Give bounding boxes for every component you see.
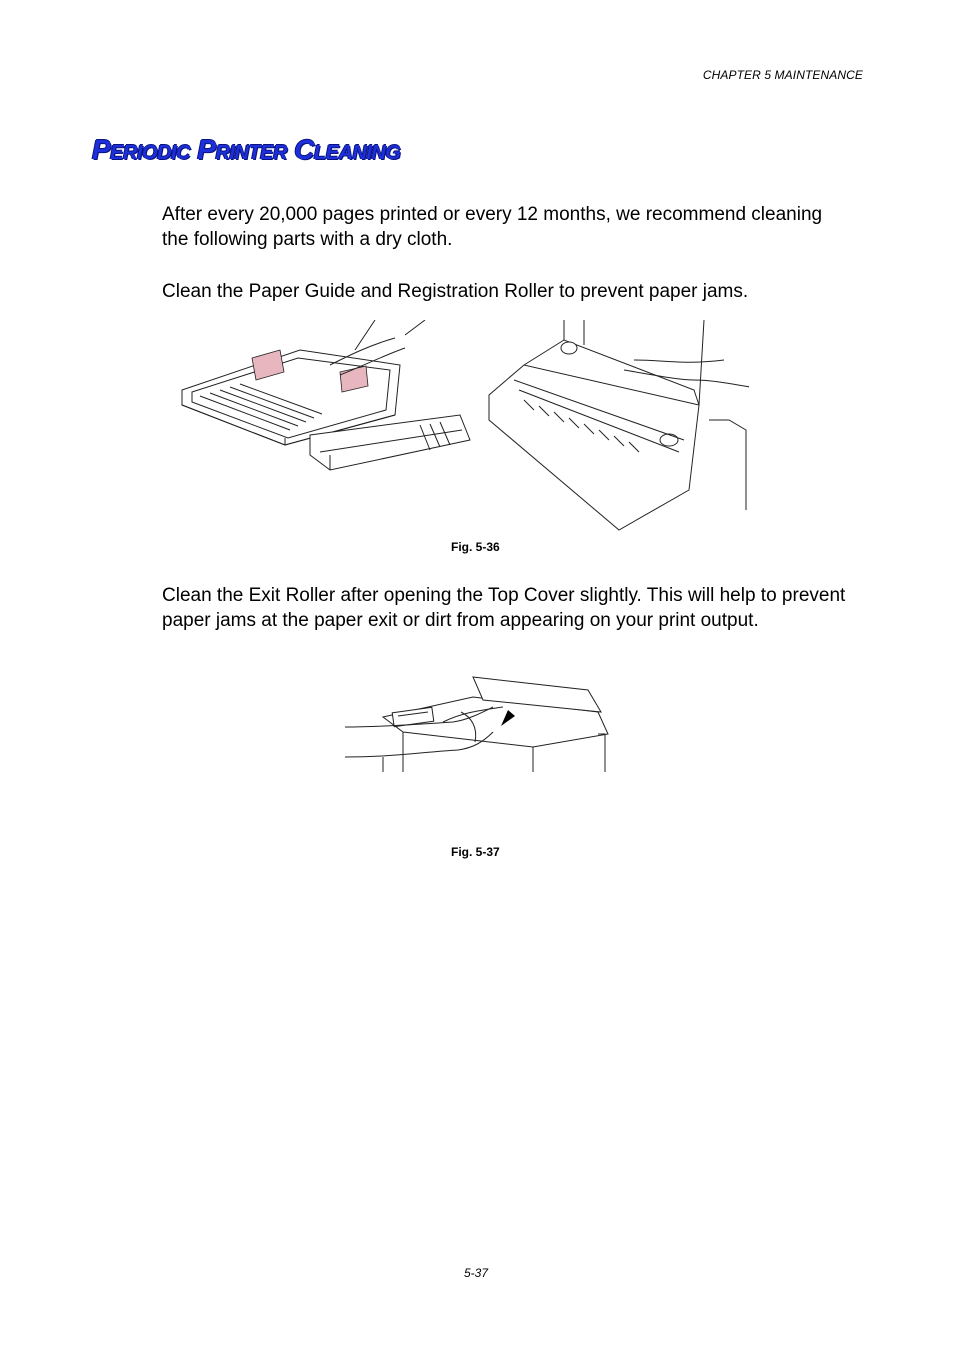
page-title: Periodic Printer Cleaning (92, 134, 401, 165)
intro-paragraph: After every 20,000 pages printed or every 12 months, we recommend cleaning the following parts with a dry cloth. (162, 204, 823, 250)
chapter-header: CHAPTER 5 MAINTENANCE (702, 68, 863, 82)
figure-caption: Fig. 5-37 (451, 845, 500, 859)
exit-roller-paragraph: Clean the Exit Roller after opening the Top Cover slightly. This will help to prevent paper jams at the paper exit or dirt from appearing on your print output. (162, 585, 846, 631)
exit-roller-illustration (343, 672, 613, 774)
paper-guide-paragraph: Clean the Paper Guide and Registration Roller to prevent paper jams. (162, 281, 749, 302)
registration-roller-illustration (484, 320, 749, 532)
page-number: 5-37 (464, 1266, 489, 1280)
figure-caption: Fig. 5-36 (451, 540, 500, 554)
paper-tray-illustration (180, 320, 475, 492)
